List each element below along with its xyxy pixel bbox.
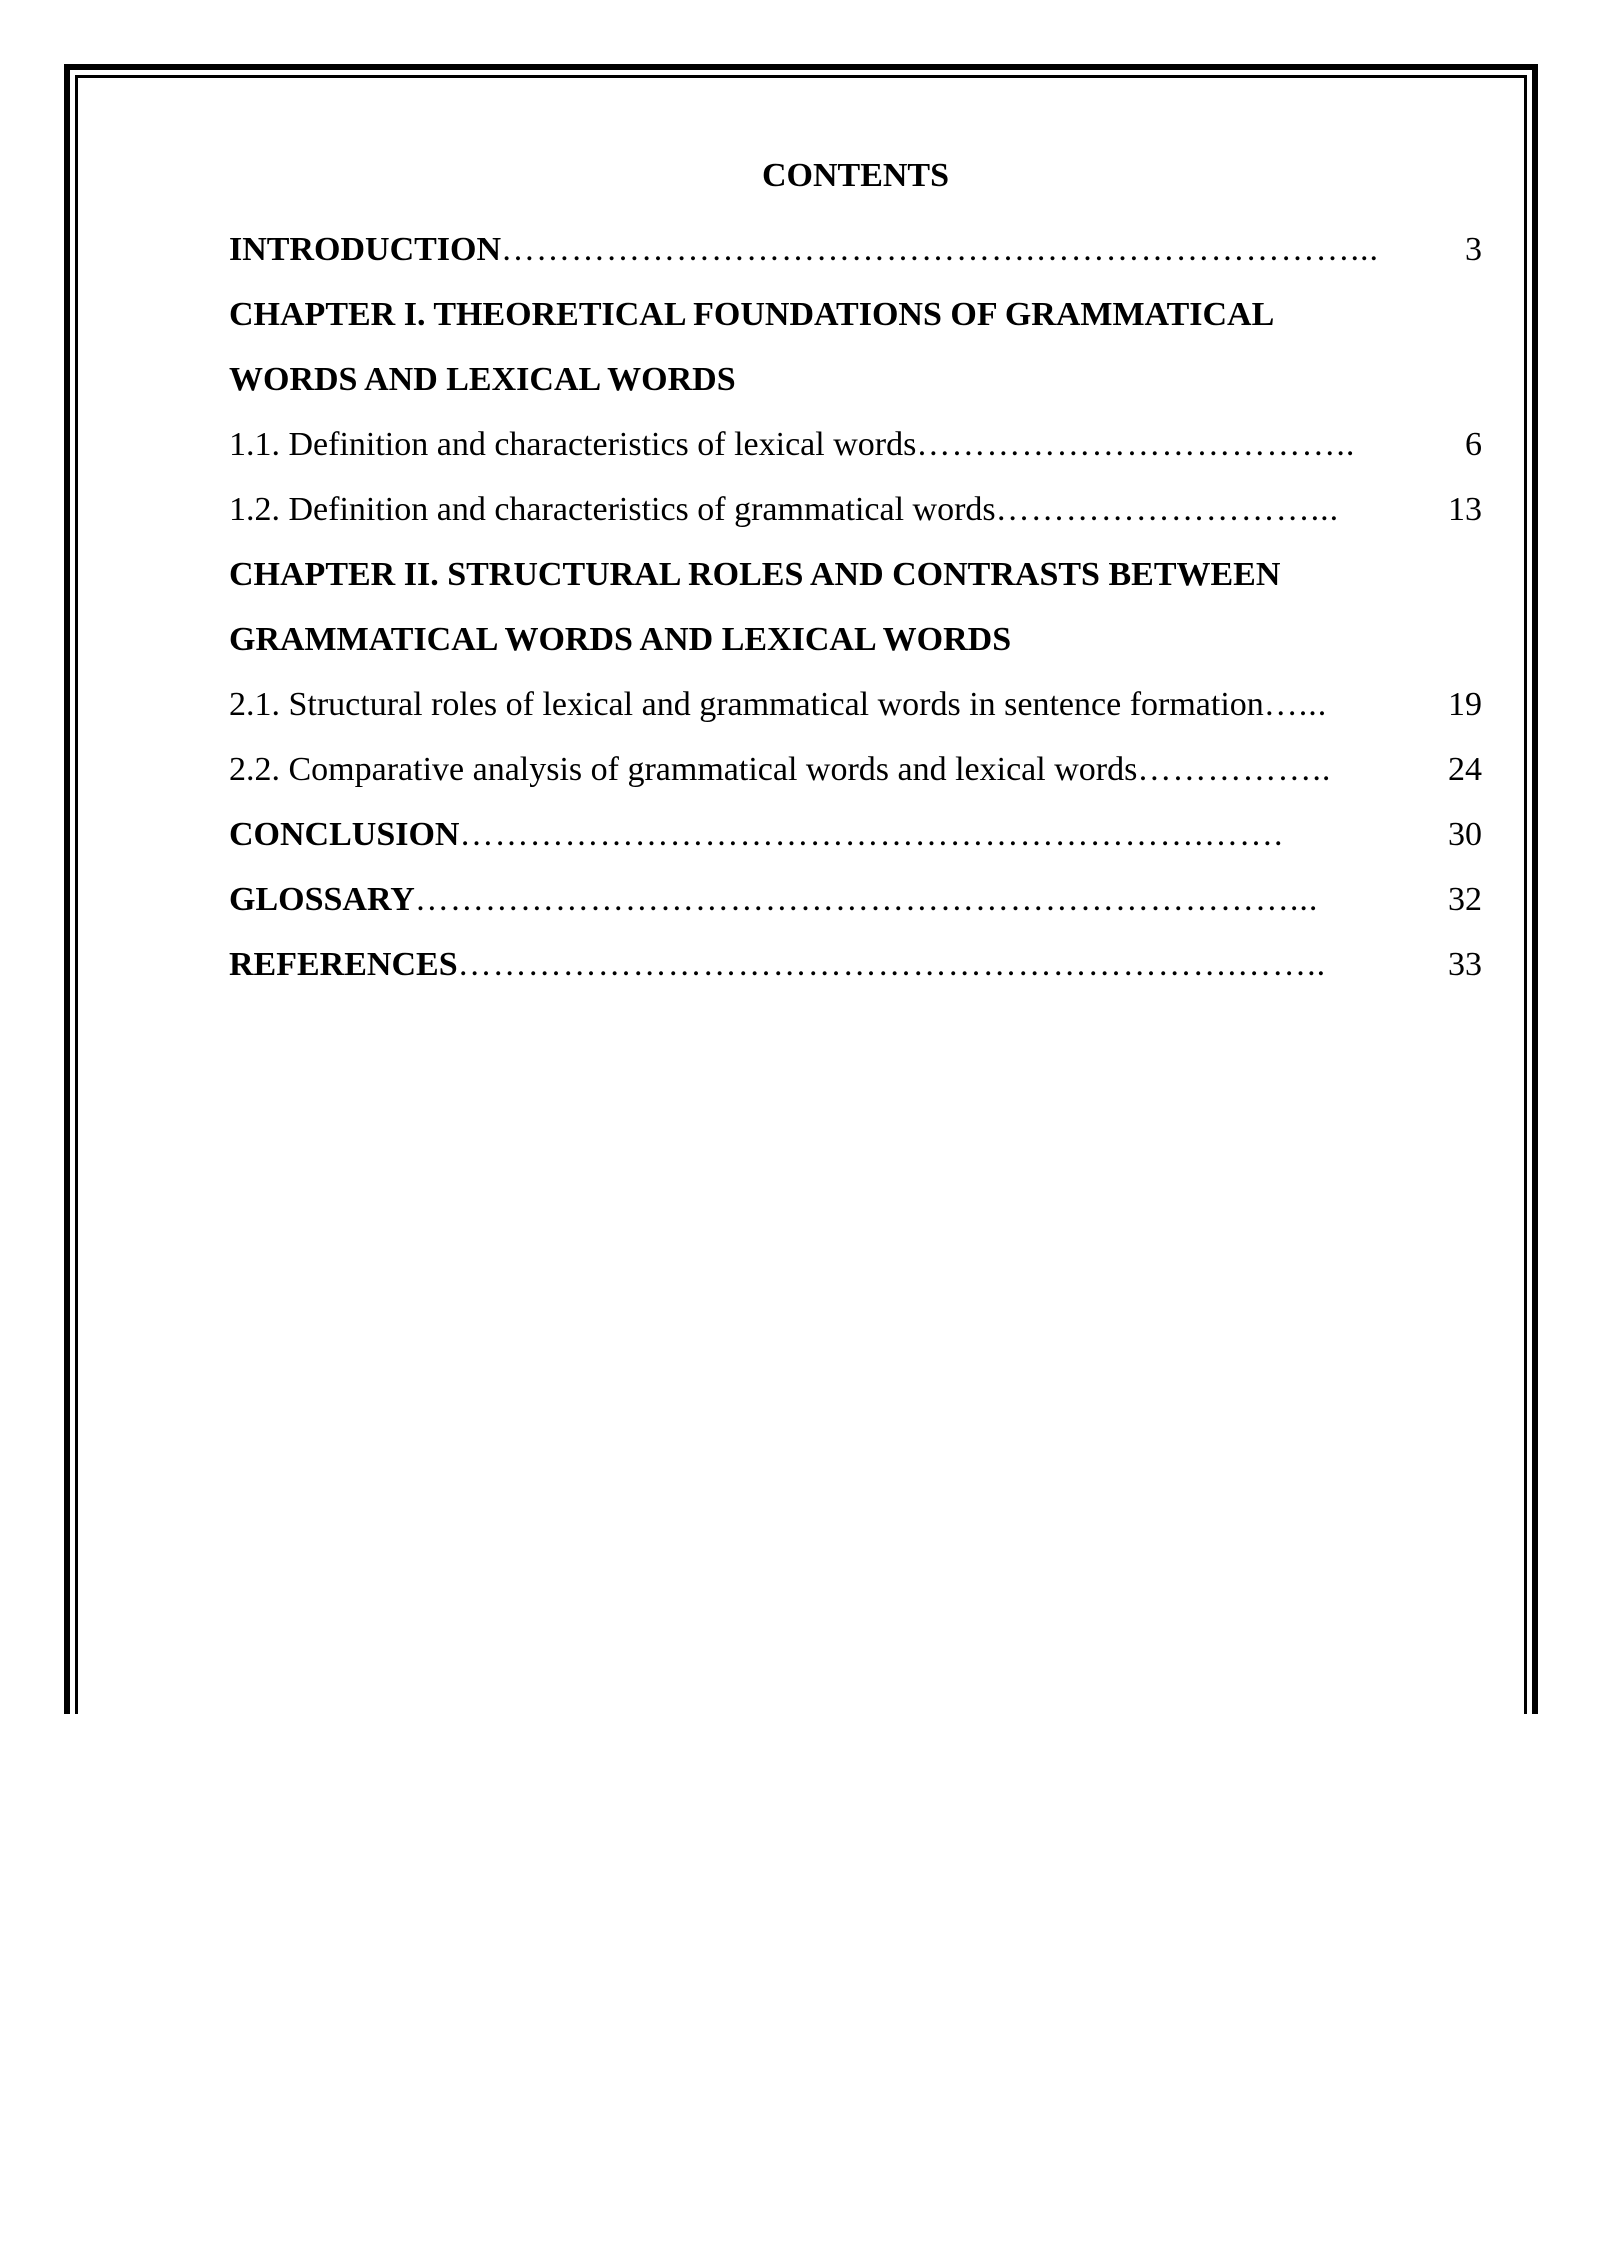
toc-leader: ………………………... [995, 491, 1340, 528]
toc-page-number: 33 [1448, 946, 1482, 983]
toc-entry-introduction [229, 217, 1482, 282]
toc-page-number: 3 [1465, 231, 1482, 268]
table-of-contents [229, 152, 1482, 997]
toc-entry-text: 1.1. Definition and characteristics of lexical words [229, 426, 917, 463]
toc-entry-text: INTRODUCTION [229, 231, 502, 268]
toc-entry-chapter-2-line-2 [229, 607, 1482, 672]
toc-leader: ……………………………….. [916, 426, 1356, 463]
toc-entry-2-2 [229, 737, 1482, 802]
toc-page-number: 13 [1448, 491, 1482, 528]
toc-entry-1-1 [229, 412, 1482, 477]
toc-entry-2-1 [229, 672, 1482, 737]
toc-entry-text: 1.2. Definition and characteristics of grammatical words [229, 491, 996, 528]
toc-leader: ………………………………………………………….…….. [457, 946, 1327, 983]
toc-leader: …... [1263, 686, 1328, 723]
toc-leader: ……………………………………………………….……. [459, 816, 1284, 853]
toc-page-number: 32 [1448, 881, 1482, 918]
toc-entry-text: 2.1. Structural roles of lexical and grammatical words in sentence formation [229, 686, 1264, 723]
toc-entry-text: GRAMMATICAL WORDS AND LEXICAL WORDS [229, 621, 1012, 658]
toc-leader: …………………………………………………………………... [414, 881, 1319, 918]
toc-entry-text: GLOSSARY [229, 881, 415, 918]
toc-entry-chapter-2-line-1 [229, 542, 1482, 607]
toc-entry-text: CONCLUSION [229, 816, 460, 853]
toc-entry-conclusion [229, 802, 1482, 867]
toc-entry-text: REFERENCES [229, 946, 458, 983]
toc-entry-1-2 [229, 477, 1482, 542]
toc-page-number: 30 [1448, 816, 1482, 853]
toc-leader: ……………………………………….………………………... [501, 231, 1380, 268]
toc-entry-text: CHAPTER I. THEORETICAL FOUNDATIONS OF GRAMMATICAL [229, 296, 1275, 333]
toc-entry-chapter-1-line-1 [229, 282, 1482, 347]
toc-entry-glossary [229, 867, 1482, 932]
toc-entry-text: CHAPTER II. STRUCTURAL ROLES AND CONTRASTS BETWEEN [229, 556, 1281, 593]
toc-entry-text: 2.2. Comparative analysis of grammatical words and lexical words [229, 751, 1138, 788]
toc-page-number: 6 [1465, 426, 1482, 463]
toc-entry-references [229, 932, 1482, 997]
contents-heading: CONTENTS [761, 157, 950, 194]
toc-page-number: 24 [1448, 751, 1482, 788]
toc-entry-text: WORDS AND LEXICAL WORDS [229, 361, 736, 398]
toc-leader: …………….. [1137, 751, 1332, 788]
toc-entry-chapter-1-line-2 [229, 347, 1482, 412]
toc-page-number: 19 [1448, 686, 1482, 723]
